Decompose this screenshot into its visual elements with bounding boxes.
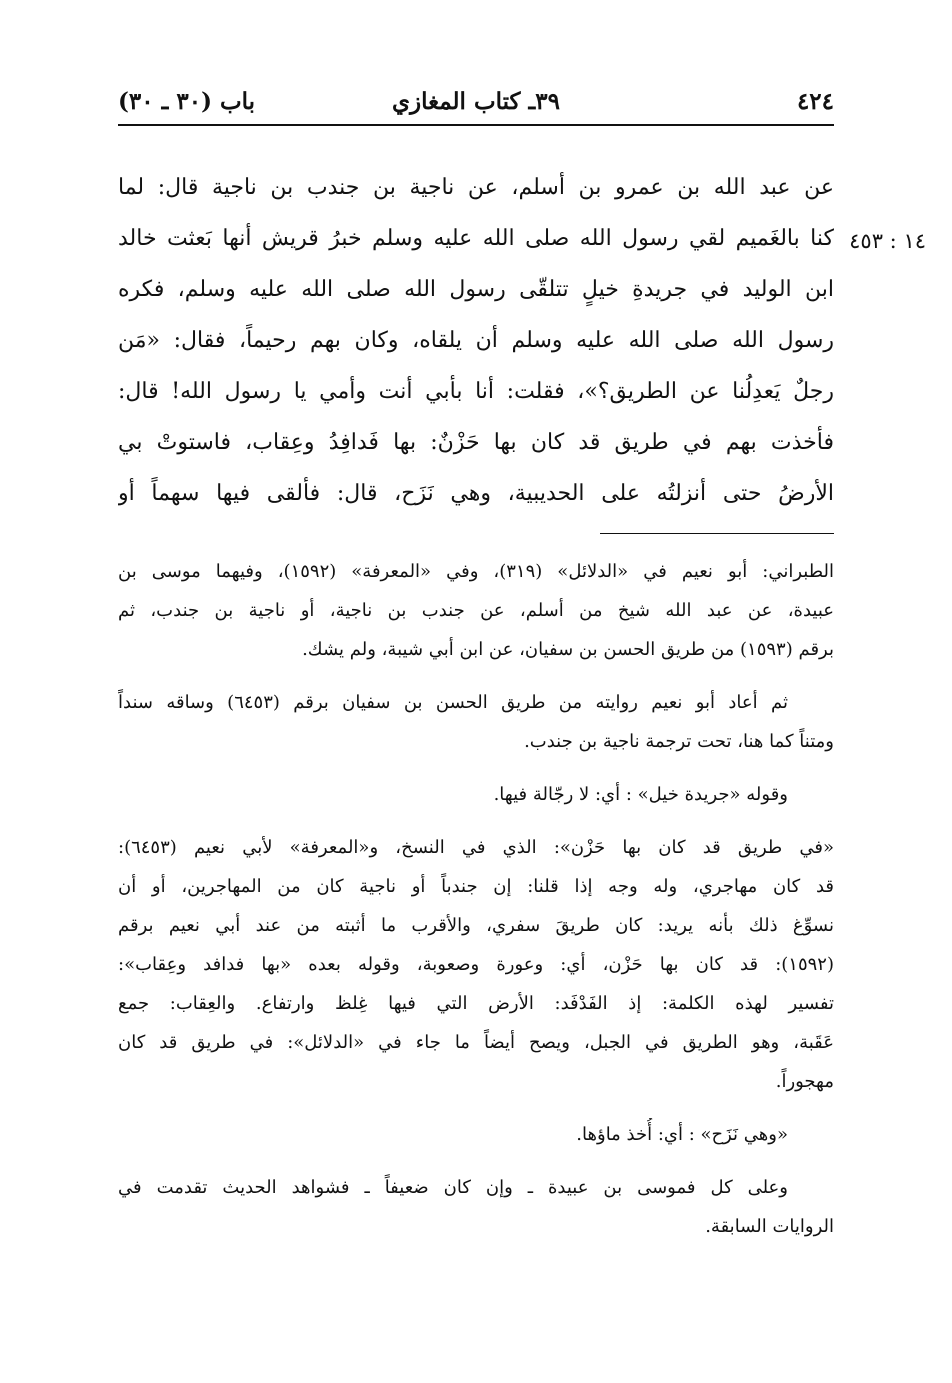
footnote-line: تفسير لهذه الكلمة: إذ الفَدْفَد: الأرض التي فيها غِلظ وارتفاع. والعِقاب: جمع bbox=[118, 993, 834, 1014]
footnote-line: وعلى كل فموسى بن عبيدة ـ وإن كان ضعيفاً ـ فشواهد الحديث تقدمت في bbox=[118, 1177, 788, 1198]
footnote-paragraph bbox=[118, 778, 834, 817]
hadith-line: كنا بالغَميم لقي رسول الله صلى الله عليه وسلم خبرُ قريش أنها بَعثت خالد bbox=[118, 226, 834, 251]
footnote-line: وقوله «جريدة خيل» : أي: لا رجّالة فيها. bbox=[493, 784, 788, 805]
footnote-line: ومتناً كما هنا، تحت ترجمة ناجية بن جندب. bbox=[524, 731, 834, 752]
footnote-line: (١٥٩٢): قد كان بها حَزْن، أي: وعورة وصعوبة، وقوله بعده «بها فدافد وعِقاب»: bbox=[118, 954, 834, 975]
hadith-line: الأرضُ حتى أنزلتُه على الحديبية، وهي نَزَح، قال: فألقى فيها سهماً أو bbox=[118, 481, 834, 506]
book-title: ٣٩ـ كتاب المغازي bbox=[392, 88, 560, 115]
hadith-marker: ١٤ : ٤٥٣ bbox=[849, 229, 926, 253]
hadith-text bbox=[118, 168, 834, 525]
hadith-line: فأخذت بهم في طريق قد كان بها حَزْنٌ: بها فَدافِدُ وعِقاب، فاستوتْ بي bbox=[118, 430, 834, 455]
footnotes bbox=[118, 555, 834, 1249]
page-number: ٤٢٤ bbox=[796, 88, 834, 115]
hadith-line: رجلٌ يَعدِلُنا عن الطريق؟»، فقلت: أنا بأبي أنت وأمي يا رسول الله! قال: bbox=[118, 379, 834, 404]
paragraph-gap bbox=[118, 1104, 834, 1118]
footnote-line: برقم (١٥٩٣) من طريق الحسن بن سفيان، عن ابن أبي شيبة، ولم يشك. bbox=[302, 639, 834, 660]
footnote-line: الطبراني: أبو نعيم في «الدلائل» (٣١٩)، وفي «المعرفة» (١٥٩٢)، وفيهما موسى بن bbox=[118, 561, 834, 582]
footnote-line: نسوِّغ ذلك بأنه يريد: كان طريقَ سفري، والأقرب ما أثبته من عند أبي نعيم برقم bbox=[118, 915, 834, 936]
footnote-paragraph bbox=[118, 1118, 834, 1157]
paragraph-gap bbox=[118, 764, 834, 778]
hadith-line: عن عبد الله بن عمرو بن أسلم، عن ناجية بن جندب بن ناجية قال: لما bbox=[118, 175, 834, 200]
footnote-line: مهجوراً. bbox=[775, 1071, 834, 1092]
footnote-paragraph bbox=[118, 831, 834, 1104]
footnote-line: عَقَبة، وهو الطريق في الجبل، ويصح أيضاً ما جاء في «الدلائل»: في طريق قد كان bbox=[118, 1032, 834, 1053]
footnote-line: الروايات السابقة. bbox=[705, 1216, 834, 1237]
footnote-line: قد كان مهاجري، وله وجه إذا قلنا: إن جندباً أو ناجية كان من المهاجرين، أو أن bbox=[118, 876, 834, 897]
footnote-separator bbox=[600, 533, 834, 534]
footnote-paragraph bbox=[118, 1171, 834, 1249]
paragraph-gap bbox=[118, 817, 834, 831]
paragraph-gap bbox=[118, 672, 834, 686]
footnote-line: «وهي نَزَح» : أي: أُخذ ماؤها. bbox=[576, 1124, 788, 1145]
hadith-line: رسول الله صلى الله عليه وسلم أن يلقاه، وكان بهم رحيماً، فقال: «مَن bbox=[118, 328, 834, 353]
footnote-line: عبيدة، عن عبد الله شيخ من أسلم، عن جندب بن ناجية، أو ناجية بن جندب، ثم bbox=[118, 600, 834, 621]
paragraph-gap bbox=[118, 1157, 834, 1171]
footnote-paragraph bbox=[118, 555, 834, 672]
chapter-range: باب (٣٠ ـ ٣٠) bbox=[118, 88, 256, 115]
hadith-line: ابن الوليد في جريدةِ خيلٍ تتلقّى رسول الله صلى الله عليه وسلم، فكره bbox=[118, 277, 834, 302]
footnote-line: «في طريق قد كان بها حَزْن»: الذي في النسخ، و«المعرفة» لأبي نعيم (٦٤٥٣): bbox=[118, 837, 834, 858]
footnote-paragraph bbox=[118, 686, 834, 764]
page-header bbox=[118, 84, 834, 126]
footnote-line: ثم أعاد أبو نعيم روايته من طريق الحسن بن سفيان برقم (٦٤٥٣) وساقه سنداً bbox=[118, 692, 788, 713]
